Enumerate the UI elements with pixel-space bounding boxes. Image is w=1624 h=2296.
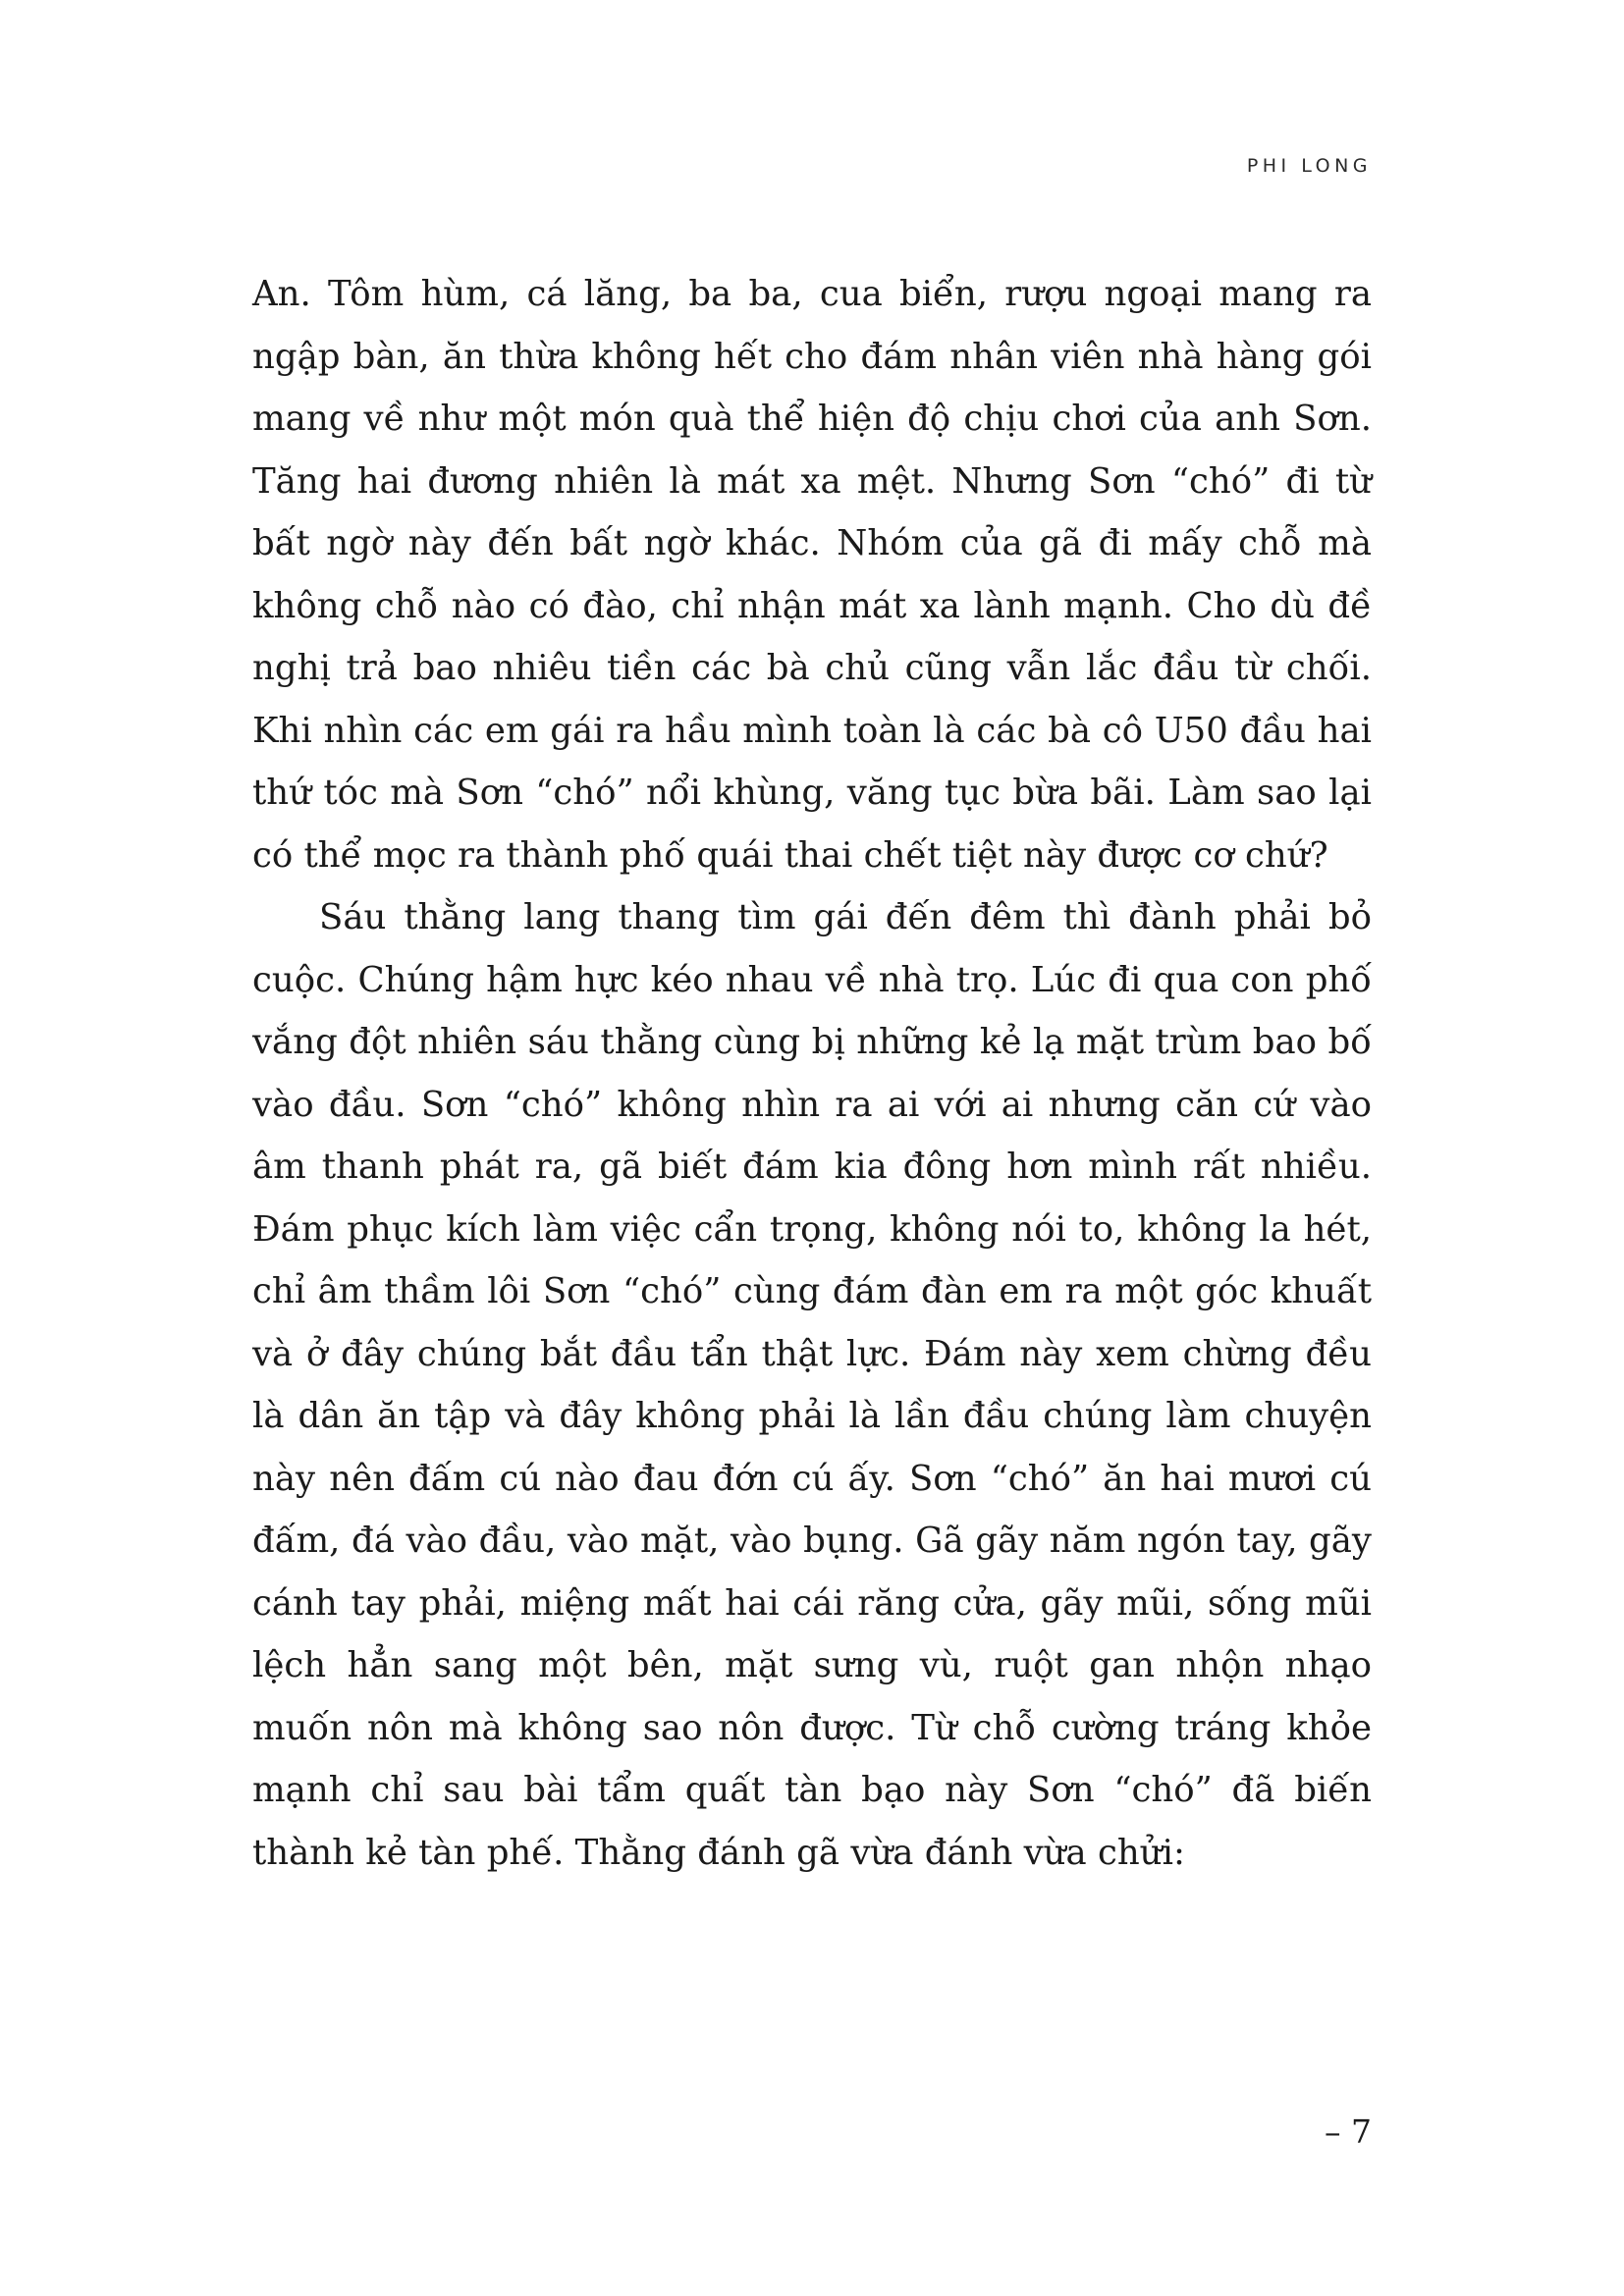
body-text — [252, 263, 1372, 1884]
paragraph: An. Tôm hùm, cá lăng, ba ba, cua biển, rượu ngoại mang ra ngập bàn, ăn thừa không hết cho đám nhân viên nhà hàng gói mang về như một món quà thể hiện độ chịu chơi của anh Sơn. Tăng hai đương nhiên là mát xa mệt. Nhưng Sơn “chó” đi từ bất ngờ này đến bất ngờ khác. Nhóm của gã đi mấy chỗ mà không chỗ nào có đào, chỉ nhận mát xa lành mạnh. Cho dù đề nghị trả bao nhiêu tiền các bà chủ cũng vẫn lắc đầu từ chối. Khi nhìn các em gái ra hầu mình toàn là các bà cô U50 đầu hai thứ tóc mà Sơn “chó” nổi khùng, văng tục bừa bãi. Làm sao lại có thể mọc ra thành phố quái thai chết tiệt này được cơ chứ? — [252, 274, 1372, 876]
page-number: – 7 — [1325, 2112, 1372, 2151]
running-head: PHI LONG — [1246, 155, 1372, 177]
paragraph: Sáu thằng lang thang tìm gái đến đêm thì đành phải bỏ cuộc. Chúng hậm hực kéo nhau về nhà trọ. Lúc đi qua con phố vắng đột nhiên sáu thằng cùng bị những kẻ lạ mặt trùm bao bố vào đầu. Sơn “chó” không nhìn ra ai với ai nhưng căn cứ vào âm thanh phát ra, gã biết đám kia đông hơn mình rất nhiều. Đám phục kích làm việc cẩn trọng, không nói to, không la hét, chỉ âm thầm lôi Sơn “chó” cùng đám đàn em ra một góc khuất và ở đây chúng bắt đầu tẩn thật lực. Đám này xem chừng đều là dân ăn tập và đây không phải là lần đầu chúng làm chuyện này nên đấm cú nào đau đớn cú ấy. Sơn “chó” ăn hai mươi cú đấm, đá vào đầu, vào mặt, vào bụng. Gã gãy năm ngón tay, gãy cánh tay phải, miệng mất hai cái răng cửa, gãy mũi, sống mũi lệch hẳn sang một bên, mặt sưng vù, ruột gan nhộn nhạo muốn nôn mà không sao nôn được. Từ chỗ cường tráng khỏe mạnh chỉ sau bài tẩm quất tàn bạo này Sơn “chó” đã biến thành kẻ tàn phế. Thằng đánh gã vừa đánh vừa chửi: — [252, 897, 1372, 1873]
